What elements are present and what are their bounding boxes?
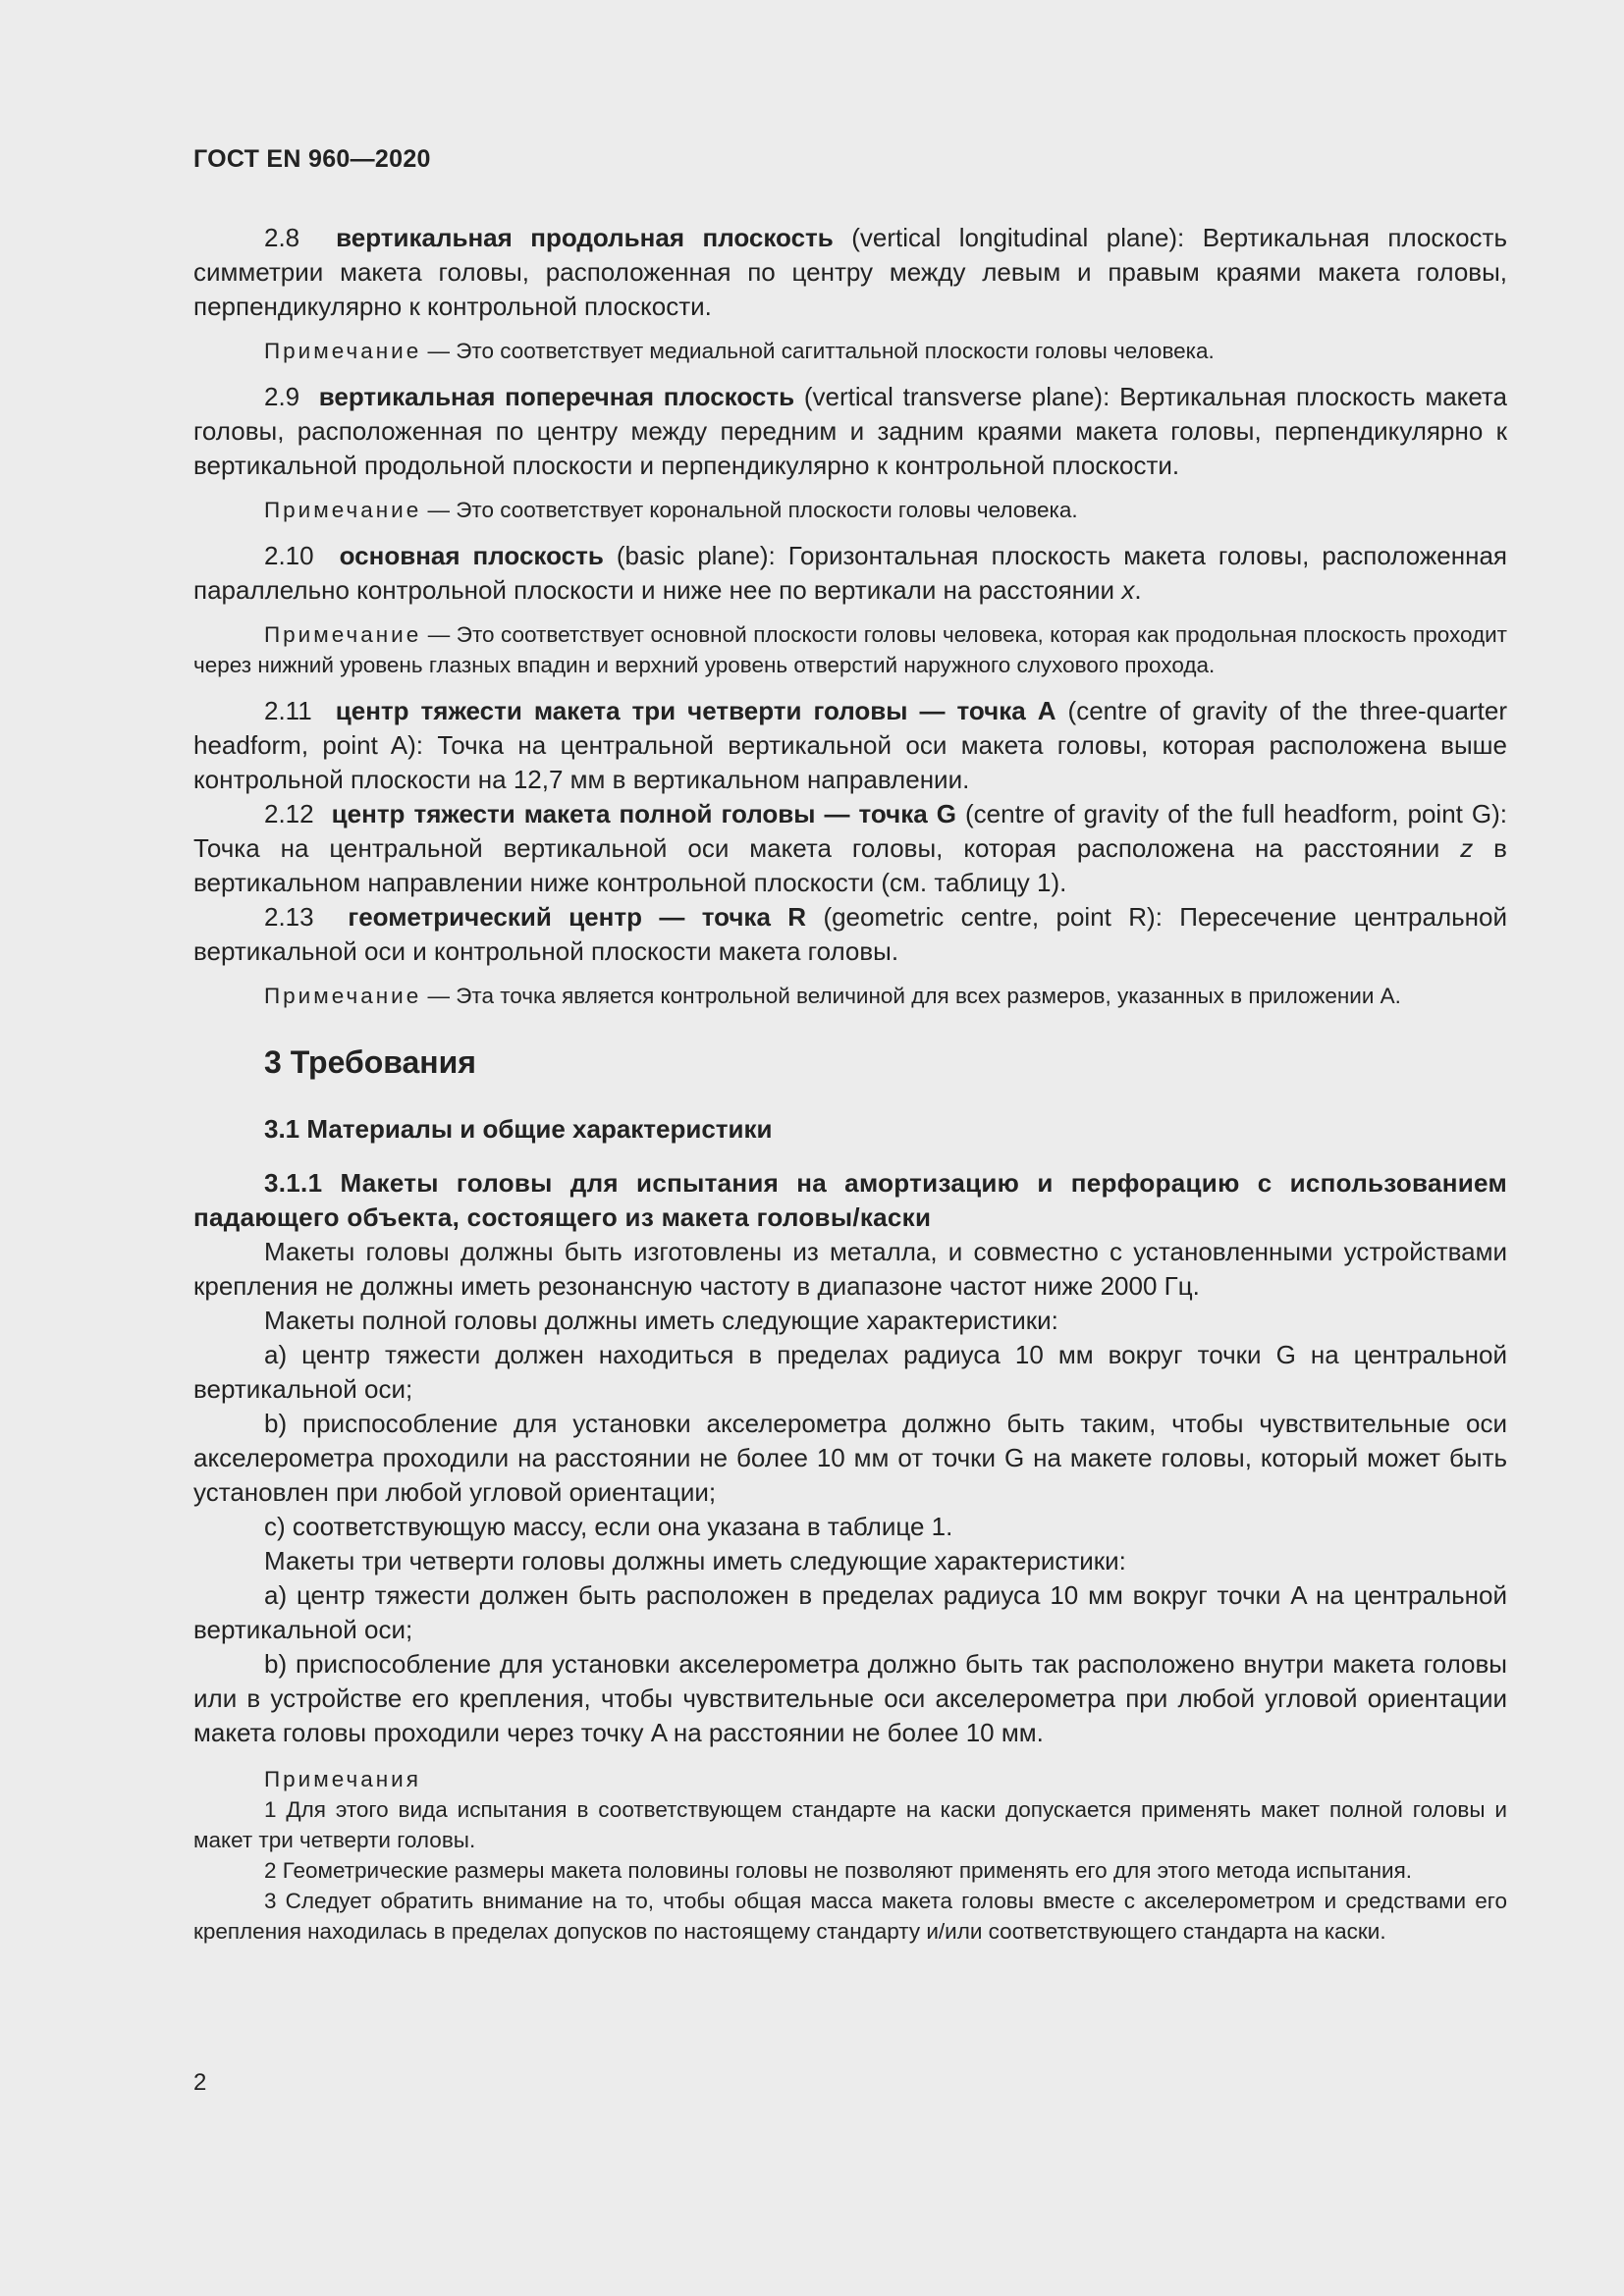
note-text: — Это соответствует основной плоскости головы человека, которая как продольная плоскость проходит через нижний уровень глазных впадин и верхний уровень отверстий наружного слухового прохода. xyxy=(193,622,1507,677)
note-item: 3 Следует обратить внимание на то, чтобы общая масса макета головы вместе с акселерометром и средствами его крепления находилась в пределах допусков по настоящему стандарту и/или соответствующего стандарта на каски. xyxy=(193,1889,1507,1944)
term-number: 2.9 xyxy=(264,382,300,411)
term-definition: (centre of gravity of the three-quarter headform, point A): Точка на центральной вертикальной оси макета головы, которая расположена выше контрольной плоскости на 12,7 мм в вертикальном направлении. xyxy=(193,696,1507,794)
note-label: Примечание xyxy=(264,498,422,522)
term-2-11 xyxy=(193,694,1507,797)
term-definition: (centre of gravity of the full headform, point G): Точка на центральной вертикальной оси макета головы, которая расположена на расстоянии xyxy=(193,799,1508,863)
note-item: 1 Для этого вида испытания в соответствующем стандарте на каски допускается применять макет полной головы и макет три четверти головы. xyxy=(193,1797,1507,1852)
term-definition: (vertical longitudinal plane): Вертикальная плоскость симметрии макета головы, расположенная по центру между левым и правым краями макета головы, перпендикулярно к контрольной плоскости. xyxy=(193,223,1507,321)
note-2-8 xyxy=(193,336,1507,366)
subsection-title: 3.1 Материалы и общие характеристики xyxy=(264,1114,773,1144)
paragraph: Макеты три четверти головы должны иметь следующие характеристики: xyxy=(264,1546,1126,1575)
notes-heading: Примечания xyxy=(264,1767,421,1791)
term-number: 2.8 xyxy=(264,223,300,252)
variable-z: z xyxy=(1460,833,1474,863)
term-number: 2.12 xyxy=(264,799,314,828)
list-item: a) центр тяжести должен находиться в пределах радиуса 10 мм вокруг точки G на центральной вертикальной оси; xyxy=(193,1340,1507,1404)
term-2-12 xyxy=(193,797,1507,900)
note-label: Примечание xyxy=(264,622,422,647)
term-name: основная плоскость xyxy=(339,541,604,570)
term-number: 2.11 xyxy=(264,696,312,725)
term-2-10 xyxy=(193,539,1507,608)
term-definition-end: . xyxy=(1134,575,1142,605)
term-name: вертикальная поперечная плоскость xyxy=(318,382,795,411)
note-2-13 xyxy=(193,981,1507,1011)
term-2-9 xyxy=(193,380,1507,483)
term-number: 2.10 xyxy=(264,541,314,570)
list-item: b) приспособление для установки акселерометра должно быть таким, чтобы чувствительные оси акселерометра проходили на расстоянии не более 10 мм от точки G на макете головы, который может быть установлен при любой угловой ориентации; xyxy=(193,1409,1507,1507)
term-number: 2.13 xyxy=(264,902,314,932)
term-name: вертикальная продольная плоскость xyxy=(336,223,834,252)
document-code-header: ГОСТ EN 960—2020 xyxy=(193,145,431,173)
note-text: — Это соответствует медиальной сагиттальной плоскости головы человека. xyxy=(421,339,1215,363)
page-number: 2 xyxy=(193,2069,207,2096)
subsubsection-title: 3.1.1 Макеты головы для испытания на амортизацию и перфорацию с использованием падающего объекта, состоящего из макета головы/каски xyxy=(193,1168,1507,1232)
variable-x: x xyxy=(1121,575,1135,605)
note-text: — Это соответствует корональной плоскости головы человека. xyxy=(421,498,1078,522)
note-item: 2 Геометрические размеры макета половины головы не позволяют применять его для этого метода испытания. xyxy=(264,1858,1413,1883)
note-2-10 xyxy=(193,619,1507,680)
term-definition-end: в вертикальном направлении ниже контрольной плоскости (см. таблицу 1). xyxy=(193,833,1507,897)
paragraph: Макеты головы должны быть изготовлены из металла, и совместно с установленными устройствами крепления не должны иметь резонансную частоту в диапазоне частот ниже 2000 Гц. xyxy=(193,1237,1507,1301)
list-item: b) приспособление для установки акселерометра должно быть так расположено внутри макета головы или в устройстве его крепления, чтобы чувствительные оси акселерометра при любой угловой ориентации макета головы проходили через точку A на расстоянии не более 10 мм. xyxy=(193,1649,1507,1747)
term-2-8 xyxy=(193,221,1507,324)
note-label: Примечание xyxy=(264,984,422,1008)
note-label: Примечание xyxy=(264,339,422,363)
list-item: a) центр тяжести должен быть расположен в пределах радиуса 10 мм вокруг точки A на центральной вертикальной оси; xyxy=(193,1580,1507,1644)
term-definition: (vertical transverse plane): Вертикальная плоскость макета головы, расположенная по центру между передним и задним краями макета головы, перпендикулярно к вертикальной продольной плоскости и перпендикулярно к контрольной плоскости. xyxy=(193,382,1508,480)
term-definition: (basic plane): Горизонтальная плоскость макета головы, расположенная параллельно контрольной плоскости и ниже нее по вертикали на расстоянии xyxy=(193,541,1508,605)
note-text: — Эта точка является контрольной величиной для всех размеров, указанных в приложении А. xyxy=(421,984,1401,1008)
paragraph: Макеты полной головы должны иметь следующие характеристики: xyxy=(264,1306,1058,1335)
list-item: c) соответствующую массу, если она указана в таблице 1. xyxy=(264,1512,953,1541)
section-title: 3 Требования xyxy=(264,1044,476,1080)
note-2-9 xyxy=(193,495,1507,525)
term-name: центр тяжести макета три четверти головы — точка A xyxy=(335,696,1056,725)
term-name: геометрический центр — точка R xyxy=(348,902,807,932)
document-page xyxy=(193,145,1507,1947)
term-definition: (geometric centre, point R): Пересечение центральной вертикальной оси и контрольной плоскости макета головы. xyxy=(193,902,1507,966)
term-name: центр тяжести макета полной головы — точка G xyxy=(331,799,956,828)
term-2-13 xyxy=(193,900,1507,969)
